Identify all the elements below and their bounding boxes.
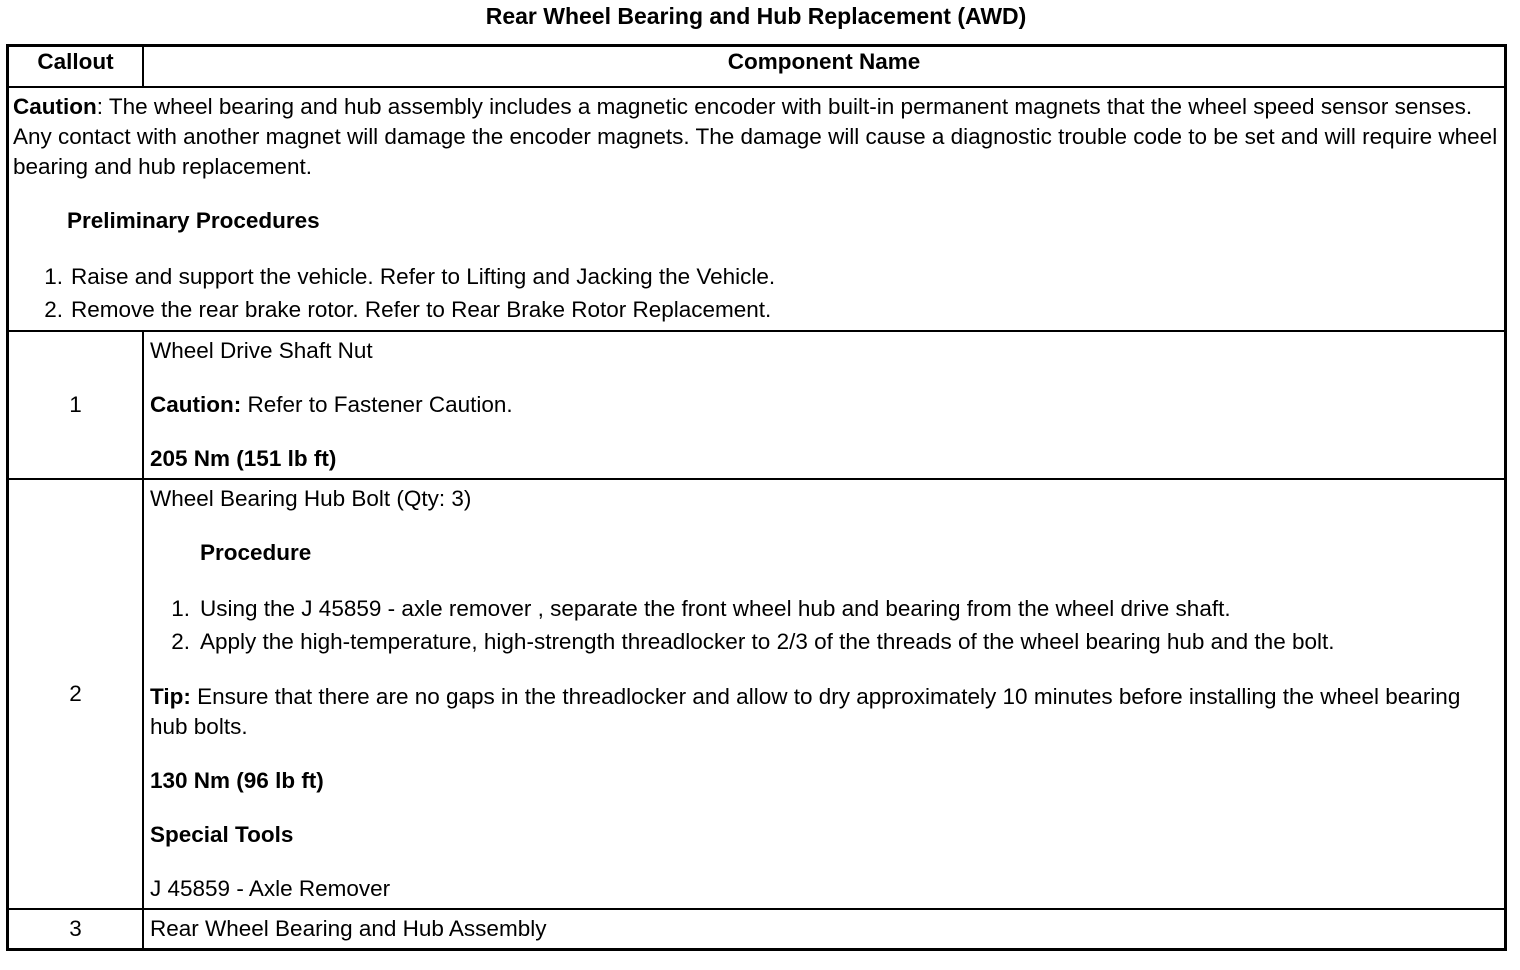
step-text: Apply the high-temperature, high-strength threadlocker to 2/3 of the threads of the wheel bearing hub and the bolt. [200, 629, 1335, 654]
tip-paragraph [150, 682, 1498, 742]
list-item [13, 293, 1498, 326]
table-header-row [8, 46, 1506, 88]
caution-text: : The wheel bearing and hub assembly includes a magnetic encoder with built-in permanent magnets that the wheel speed sensor senses. Any contact with another magnet will damage the encoder magnets. The damage will cause a diagnostic trouble code to be set and will require wheel bearing and hub replacement. [13, 94, 1498, 179]
step-text: Using the J 45859 - axle remover , separate the front wheel hub and bearing from the wheel drive shaft. [200, 596, 1231, 621]
caution-paragraph [13, 92, 1498, 182]
caution-label: Caution [13, 94, 97, 119]
tip-text: Ensure that there are no gaps in the threadlocker and allow to dry approximately 10 minutes before installing the wheel bearing hub bolts. [150, 684, 1461, 739]
step-number: 2. [44, 297, 63, 322]
table-row [8, 479, 1506, 909]
table-row [8, 331, 1506, 479]
fastener-caution [150, 390, 1498, 420]
list-item [150, 592, 1498, 625]
component-name: Wheel Drive Shaft Nut [150, 338, 373, 363]
page-title: Rear Wheel Bearing and Hub Replacement (AWD) [485, 3, 1027, 29]
table-row [8, 909, 1506, 950]
special-tool: J 45859 - Axle Remover [150, 876, 391, 901]
torque-spec: 130 Nm (96 lb ft) [150, 768, 324, 793]
caution-cell [8, 87, 1506, 331]
callout-header: Callout [8, 46, 144, 88]
list-item [13, 260, 1498, 293]
step-number: 1. [44, 264, 63, 289]
list-item [150, 625, 1498, 658]
torque-spec: 205 Nm (151 lb ft) [150, 446, 337, 471]
component-name-header: Component Name [143, 46, 1506, 88]
step-text: Remove the rear brake rotor. Refer to Rear Brake Rotor Replacement. [71, 297, 772, 322]
step-text: Raise and support the vehicle. Refer to Lifting and Jacking the Vehicle. [71, 264, 776, 289]
callout-cell: 2 [8, 479, 144, 909]
component-cell [143, 331, 1506, 479]
preliminary-heading: Preliminary Procedures [67, 208, 320, 233]
step-number: 1. [171, 596, 190, 621]
component-name: Wheel Bearing Hub Bolt (Qty: 3) [150, 486, 472, 511]
caution-row [8, 87, 1506, 331]
callout-cell: 3 [8, 909, 144, 950]
caution-text: Refer to Fastener Caution. [241, 392, 513, 417]
procedure-heading: Procedure [200, 540, 312, 565]
preliminary-steps [13, 260, 1498, 326]
component-cell [143, 909, 1506, 950]
special-tools-heading: Special Tools [150, 822, 294, 847]
component-name: Rear Wheel Bearing and Hub Assembly [150, 916, 547, 941]
tip-label: Tip: [150, 684, 191, 709]
callout-cell: 1 [8, 331, 144, 479]
procedure-table [6, 44, 1507, 951]
caution-label: Caution: [150, 392, 242, 417]
step-number: 2. [171, 629, 190, 654]
procedure-steps [150, 592, 1498, 658]
component-cell [143, 479, 1506, 909]
